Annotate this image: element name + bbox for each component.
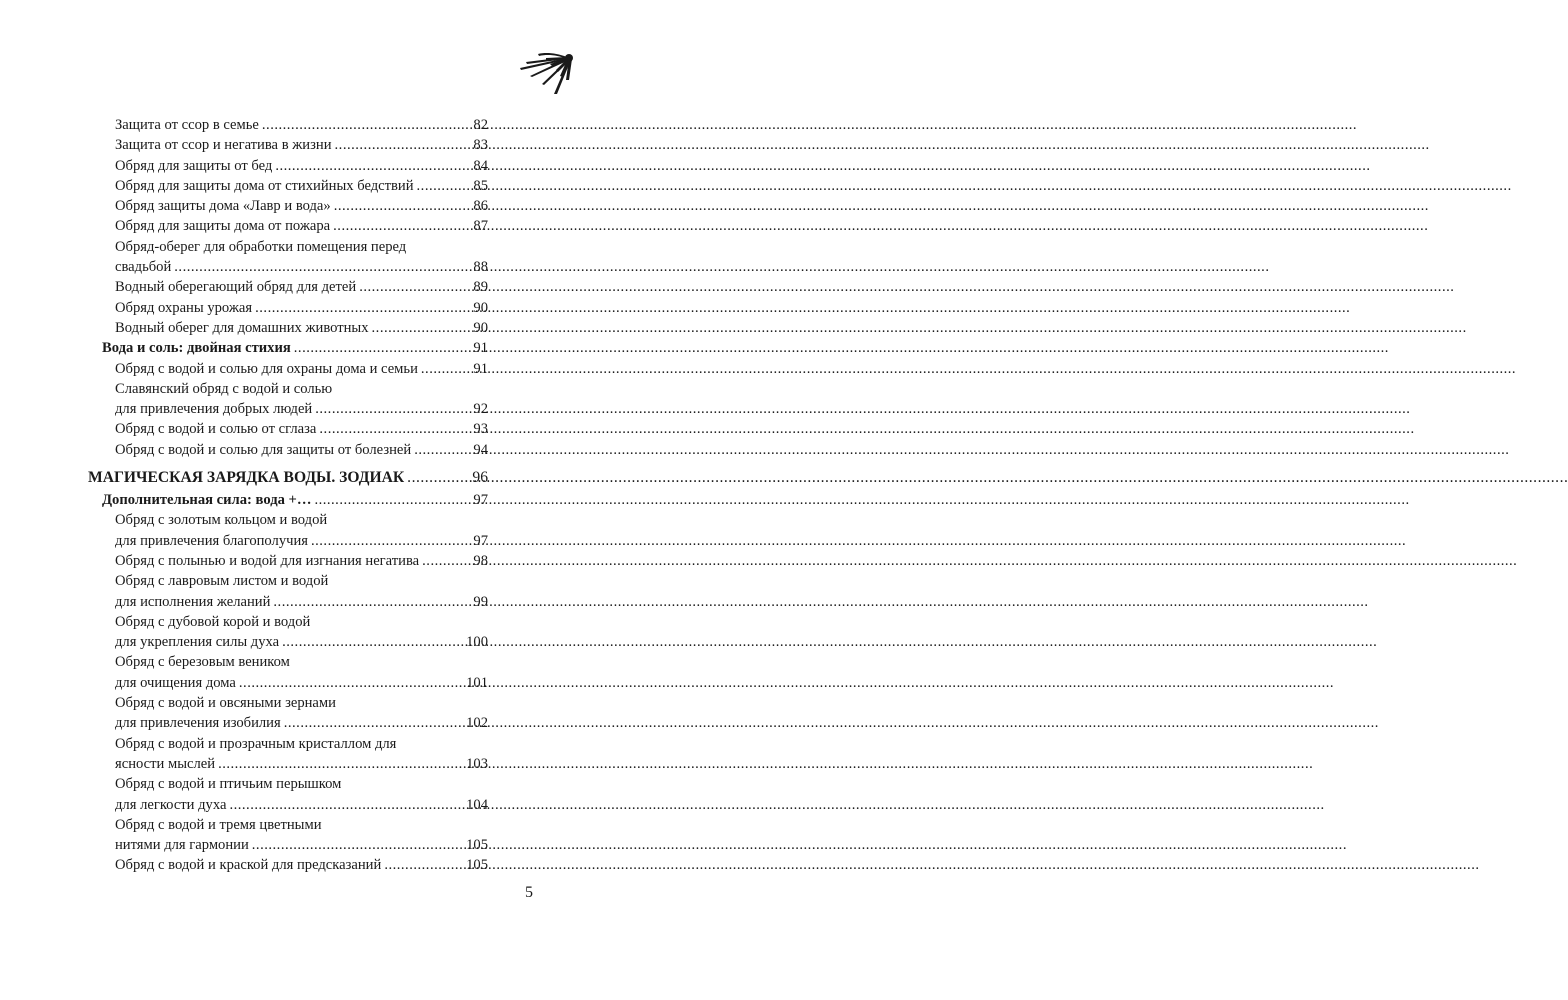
toc-entry (88, 632, 488, 652)
toc-leader-dots (384, 855, 464, 875)
toc-leader-dots (311, 531, 471, 551)
toc-entry-title: Обряд с водой и солью для защиты от болезней (115, 441, 412, 458)
toc-leader-dots (252, 835, 464, 855)
toc-entry-title: нитями для гармонии (115, 837, 249, 854)
toc-entry (88, 115, 488, 135)
toc-entry (88, 510, 488, 530)
toc-entry-title: Обряд с водой и солью от сглаза (115, 421, 317, 438)
toc-entry-page: 104 (466, 796, 488, 813)
table-of-contents (88, 115, 488, 876)
toc-leader-dots (333, 216, 471, 236)
toc-leader-dots (262, 115, 472, 135)
toc-entry-title: Обряд с водой и солью для охраны дома и семьи (115, 360, 418, 377)
toc-leader-dots (421, 359, 472, 379)
toc-entry-title: Обряд с дубовой корой и водой (115, 613, 311, 630)
toc-entry-page: 84 (473, 157, 488, 174)
toc-entry-page: 90 (473, 319, 488, 336)
sunburst-ornament-icon (516, 50, 574, 102)
toc-entry-title: Водный оберегающий обряд для детей (115, 279, 357, 296)
toc-entry-page: 93 (473, 421, 488, 438)
toc-leader-dots (319, 419, 471, 439)
toc-entry (88, 734, 488, 754)
toc-entry (88, 571, 488, 591)
toc-entry-page: 86 (473, 198, 488, 215)
toc-leader-dots (314, 490, 471, 510)
toc-entry-title: Славянский обряд с водой и солью (115, 380, 333, 397)
toc-entry (88, 176, 488, 196)
toc-entry-title: для привлечения добрых людей (115, 401, 313, 418)
toc-entry (88, 298, 488, 318)
toc-entry-page: 88 (473, 259, 488, 276)
toc-entry-page: 82 (473, 117, 488, 133)
toc-entry-title: Обряд защиты дома «Лавр и вода» (115, 198, 331, 215)
toc-entry-title: Обряд с лавровым листом и водой (115, 573, 329, 590)
toc-entry-page: 89 (473, 279, 488, 296)
toc-entry-title: для исполнения желаний (115, 593, 271, 610)
toc-leader-dots (422, 551, 471, 571)
toc-entry-title: Защита от ссор и негатива в жизни (115, 137, 332, 154)
toc-entry-page: 94 (473, 441, 488, 458)
toc-entry-page: 85 (473, 177, 488, 194)
toc-leader-dots (417, 176, 472, 196)
toc-entry-page: 83 (473, 137, 488, 154)
toc-entry-page: 102 (466, 715, 488, 732)
toc-entry-page: 97 (473, 492, 488, 509)
toc-entry-title: свадьбой (115, 259, 172, 276)
toc-entry-title: Обряд с водой и птичьим перышком (115, 776, 342, 793)
toc-leader-dots (282, 632, 464, 652)
toc-entry (88, 713, 488, 733)
toc-entry (88, 673, 488, 693)
toc-entry-page: 105 (466, 837, 488, 854)
toc-entry-title: Обряд с водой и тремя цветными (115, 816, 322, 833)
toc-leader-dots (407, 466, 470, 490)
toc-entry (88, 359, 488, 379)
toc-entry-title: МАГИЧЕСКАЯ ЗАРЯДКА ВОДЫ. ЗОДИАК (88, 469, 405, 487)
toc-leader-dots (239, 673, 464, 693)
toc-leader-dots (255, 298, 471, 318)
toc-entry-title: Обряд охраны урожая (115, 299, 253, 316)
toc-leader-dots (174, 257, 471, 277)
page-number: 5 (525, 884, 533, 901)
toc-entry-title: Обряд с водой и прозрачным кристаллом для (115, 735, 397, 752)
toc-entry (88, 612, 488, 632)
toc-entry (88, 216, 488, 236)
toc-entry-page: 87 (473, 218, 488, 235)
toc-leader-dots (359, 277, 471, 297)
toc-entry (88, 592, 488, 612)
toc-section-heading (88, 338, 488, 358)
toc-entry (88, 795, 488, 815)
toc-leader-dots (294, 338, 472, 358)
toc-entry-page: 91 (473, 360, 488, 377)
toc-entry-title: Обряд с березовым веником (115, 654, 290, 671)
toc-entry-page: 105 (466, 857, 488, 874)
toc-entry-title: Водный оберег для домашних животных (115, 319, 369, 336)
toc-entry (88, 693, 488, 713)
toc-entry (88, 399, 488, 419)
toc-entry (88, 156, 488, 176)
toc-leader-dots (315, 399, 471, 419)
toc-entry (88, 774, 488, 794)
toc-entry-title: Дополнительная сила: вода +… (102, 492, 312, 509)
toc-entry (88, 815, 488, 835)
toc-entry (88, 652, 488, 672)
toc-leader-dots (414, 440, 471, 460)
toc-entry-title: Обряд с золотым кольцом и водой (115, 512, 328, 529)
toc-chapter-heading (88, 466, 488, 490)
toc-entry (88, 754, 488, 774)
toc-leader-dots (284, 713, 464, 733)
toc-entry-title: для очищения дома (115, 674, 236, 691)
toc-entry-page: 92 (473, 401, 488, 418)
toc-entry (88, 135, 488, 155)
toc-entry-page: 97 (473, 532, 488, 549)
toc-entry-title: Обряд с водой и овсяными зернами (115, 695, 336, 712)
toc-entry (88, 531, 488, 551)
toc-entry (88, 196, 488, 216)
toc-entry-title: Обряд с полынью и водой для изгнания негатива (115, 552, 420, 569)
toc-entry-page: 103 (466, 755, 488, 772)
toc-entry-page: 98 (473, 552, 488, 569)
toc-entry-title: для укрепления силы духа (115, 634, 280, 651)
toc-entry-title: Обряд для защиты от бед (115, 157, 273, 174)
toc-entry-title: Защита от ссор в семье (115, 117, 259, 133)
toc-entry (88, 257, 488, 277)
toc-entry (88, 835, 488, 855)
toc-entry-title: Вода и соль: двойная стихия (102, 340, 291, 357)
toc-entry (88, 551, 488, 571)
toc-entry (88, 277, 488, 297)
toc-leader-dots (335, 135, 472, 155)
toc-entry-title: для легкости духа (115, 796, 227, 813)
toc-entry-page: 96 (472, 469, 488, 487)
toc-entry-page: 91 (473, 340, 488, 357)
toc-leader-dots (334, 196, 472, 216)
toc-entry-page: 90 (473, 299, 488, 316)
toc-entry-page: 99 (473, 593, 488, 610)
toc-entry (88, 318, 488, 338)
toc-entry-title: Обряд-оберег для обработки помещения перед (115, 238, 407, 255)
toc-leader-dots (372, 318, 472, 338)
toc-entry-title: ясности мыслей (115, 755, 216, 772)
toc-entry (88, 237, 488, 257)
toc-entry-title: для привлечения благополучия (115, 532, 308, 549)
toc-entry-page: 100 (466, 634, 488, 651)
toc-entry-title: Обряд для защиты дома от пожара (115, 218, 331, 235)
toc-entry-title: для привлечения изобилия (115, 715, 281, 732)
toc-leader-dots (218, 754, 464, 774)
toc-entry (88, 379, 488, 399)
toc-entry (88, 419, 488, 439)
toc-entry-title: Обряд с водой и краской для предсказаний (115, 857, 382, 874)
toc-entry-title: Обряд для защиты дома от стихийных бедствий (115, 177, 414, 194)
toc-entry (88, 440, 488, 460)
toc-entry (88, 855, 488, 875)
toc-entry-page: 101 (466, 674, 488, 691)
toc-leader-dots (273, 592, 471, 612)
toc-leader-dots (275, 156, 471, 176)
toc-leader-dots (229, 795, 464, 815)
toc-section-heading (88, 490, 488, 510)
